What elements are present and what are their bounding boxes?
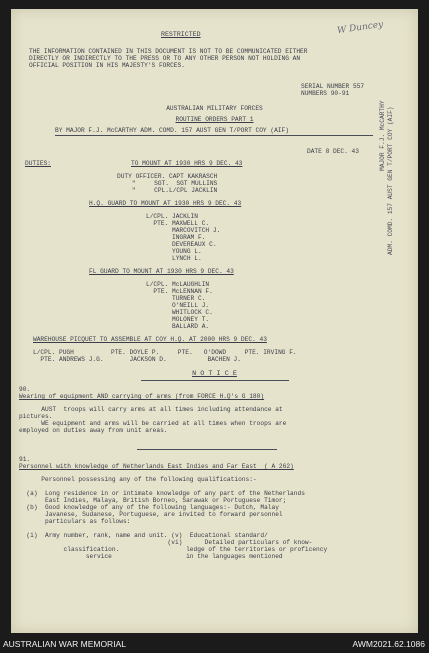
footer-accession-number: AWM2021.62.1086 bbox=[352, 639, 425, 649]
fl-guard-member: BALLARD A. bbox=[146, 323, 210, 330]
item-90-line: WE equipment and arms will be carried at all times when troops are bbox=[19, 420, 287, 427]
warehouse-heading: WAREHOUSE PICQUET TO ASSEMBLE AT COY H.Q. AT 2000 HRS 9 DEC. 43 bbox=[33, 336, 267, 343]
notice-line-2: DIRECTLY OR INDIRECTLY TO THE PRESS OR TO ANY OTHER PERSON NOT HOLDING AN bbox=[29, 55, 301, 62]
item-91-line: (vi) Detailed particulars of know- bbox=[19, 539, 313, 546]
duty-line: " SGT. SGT MULLINS bbox=[117, 180, 218, 187]
notice-line-3: OFFICIAL POSITION IN HIS MAJESTY'S FORCES. bbox=[29, 62, 185, 69]
warehouse-row: L/CPL. PUGH PTE. DOYLE P. PTE. O'DOWD PTE. IRVING F. bbox=[33, 349, 297, 356]
hq-guard-member: DEVEREAUX C. bbox=[146, 241, 217, 248]
item-91-title: Personnel with knowledge of Netherlands East Indies and Far East ( A 262) bbox=[19, 463, 294, 470]
restricted-heading: RESTRICTED bbox=[161, 31, 201, 38]
order-numbers: NUMBERS 90-91 bbox=[301, 90, 350, 97]
notice-line-1: THE INFORMATION CONTAINED IN THIS DOCUMENT IS NOT TO BE COMMUNICATED EITHER bbox=[29, 48, 308, 55]
item-91-number: 91. bbox=[19, 456, 31, 463]
side-stamp-line-1: MAJOR F.J. McCARTHY bbox=[379, 100, 386, 171]
fl-guard-heading: FL GUARD TO MOUNT AT 1930 HRS 9 DEC. 43 bbox=[89, 268, 234, 275]
serial-number: SERIAL NUMBER 557 bbox=[301, 83, 365, 90]
side-stamp-line-2: ADM. COMD. 157 AUST GEN T/PORT COY (AIF) bbox=[387, 106, 394, 255]
item-91-line: (b) Good knowledge of any of the following languages:- Dutch, Malay bbox=[19, 504, 279, 511]
fl-guard-member: O'NEILL J. bbox=[146, 302, 210, 309]
duties-mount-heading: TO MOUNT AT 1930 HRS 9 DEC. 43 bbox=[131, 160, 243, 167]
title-rule bbox=[55, 135, 373, 136]
handwritten-signature: W Duncey bbox=[336, 19, 384, 37]
item-91-line: (i) Army number, rank, name and unit. (v) Educational standard/ bbox=[19, 532, 268, 539]
item-91-line: Javanese, Sudanese, Portuguese, are invited to forward personnel bbox=[19, 511, 283, 518]
warehouse-row: PTE. ANDREWS J.G. JACKSON D. BACHEN J. bbox=[33, 356, 241, 363]
footer-institution: AUSTRALIAN WAR MEMORIAL bbox=[3, 639, 126, 649]
fl-guard-member: MOLONEY T. bbox=[146, 316, 210, 323]
archive-footer bbox=[0, 633, 429, 653]
fl-guard-member: WHITLOCK C. bbox=[146, 309, 213, 316]
duty-line: " CPL.L/CPL JACKLIN bbox=[117, 187, 218, 194]
item-90-number: 90. bbox=[19, 386, 31, 393]
document-page bbox=[11, 9, 418, 633]
hq-guard-member: MARCOVITCH J. bbox=[146, 227, 221, 234]
order-date: DATE 8 DEC. 43 bbox=[307, 148, 359, 155]
hq-guard-member: YOUNG L. bbox=[146, 248, 202, 255]
hq-guard-member: LYNCH L. bbox=[146, 255, 202, 262]
fl-guard-member: L/CPL. McLAUGHLIN bbox=[146, 281, 210, 288]
hq-guard-member: PTE. MAXWELL C. bbox=[146, 220, 210, 227]
section-rule bbox=[137, 449, 277, 450]
item-90-title: Wearing of equipment AND carrying of arms (from FORCE H.Q's G 180) bbox=[19, 393, 265, 400]
forces-title: AUSTRALIAN MILITARY FORCES bbox=[166, 105, 263, 112]
issued-by: BY MAJOR F.J. McCARTHY ADM. COMD. 157 AUST GEN T/PORT COY (AIF) bbox=[55, 127, 289, 134]
item-90-line: pictures. bbox=[19, 413, 53, 420]
item-91-line: service in the languages mentioned bbox=[19, 553, 283, 560]
hq-guard-member: L/CPL. JACKLIN bbox=[146, 213, 198, 220]
fl-guard-member: PTE. McLENNAN F. bbox=[146, 288, 213, 295]
item-90-line: AUST troops will carry arms at all times including attendance at bbox=[19, 406, 283, 413]
duties-label: DUTIES: bbox=[25, 160, 51, 167]
item-91-line: classification. ledge of the territories or proficency bbox=[19, 546, 328, 553]
item-90-line: employed on duties away from unit areas. bbox=[19, 427, 168, 434]
fl-guard-member: TURNER C. bbox=[146, 295, 206, 302]
item-91-line: (a) Long residence in or intimate knowledge of any part of the Netherlands bbox=[19, 490, 305, 497]
hq-guard-heading: H.Q. GUARD TO MOUNT AT 1930 HRS 9 DEC. 43 bbox=[89, 200, 242, 207]
notice-rule bbox=[141, 380, 289, 381]
routine-orders-title: ROUTINE ORDERS PART 1 bbox=[175, 116, 254, 123]
item-91-line: Personnel possessing any of the following qualifications:- bbox=[19, 476, 257, 483]
item-91-line: particulars as follows: bbox=[19, 518, 131, 525]
hq-guard-member: INGRAM F. bbox=[146, 234, 206, 241]
notice-heading: N O T I C E bbox=[192, 370, 237, 378]
duty-line: DUTY OFFICER. CAPT KAKRASCH bbox=[117, 173, 218, 180]
item-91-line: East Indies, Malaya, British Borneo, Sarawak or Portuguese Timor; bbox=[19, 497, 287, 504]
